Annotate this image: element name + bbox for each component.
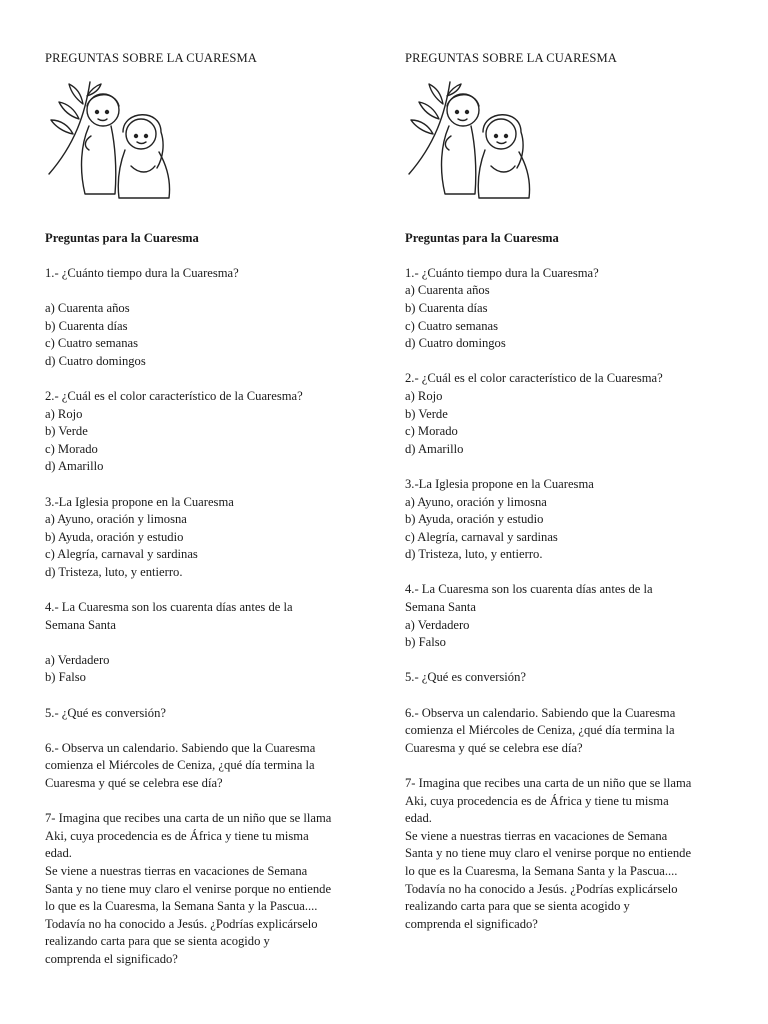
worksheet-title: PREGUNTAS SOBRE LA CUARESMA — [405, 51, 617, 65]
question-2: 2.- ¿Cuál es el color característico de la Cuaresma? — [405, 371, 663, 386]
question-2-option-c: c) Morado — [405, 424, 458, 439]
question-4-line-1: 4.- La Cuaresma son los cuarenta días antes de la — [45, 600, 293, 615]
question-2-option-b: b) Verde — [405, 406, 448, 421]
question-1-option-d: d) Cuatro domingos — [405, 336, 506, 351]
question-1-option-a: a) Cuarenta años — [45, 300, 130, 315]
question-1-option-c: c) Cuatro semanas — [45, 336, 139, 351]
question-7-line-7: Todavía no ha conocido a Jesús. ¿Podrías explicárselo — [405, 881, 678, 896]
question-4-option-a: a) Verdadero — [405, 617, 470, 632]
question-3: 3.-La Iglesia propone en la Cuaresma — [405, 476, 594, 491]
question-1: 1.- ¿Cuánto tiempo dura la Cuaresma? — [405, 265, 599, 280]
question-1-option-c: c) Cuatro semanas — [405, 318, 499, 333]
question-7-line-6: lo que es la Cuaresma, la Semana Santa y la Pascua.... — [45, 899, 318, 914]
question-1-option-b: b) Cuarenta días — [45, 318, 128, 333]
question-3-option-a: a) Ayuno, oración y limosna — [405, 494, 547, 509]
question-7-line-8: realizando carta para que se sienta acogido y — [405, 899, 630, 914]
question-4-line-1: 4.- La Cuaresma son los cuarenta días antes de la — [405, 582, 653, 597]
question-3: 3.-La Iglesia propone en la Cuaresma — [45, 494, 234, 509]
question-5: 5.- ¿Qué es conversión? — [405, 670, 526, 685]
question-7-line-5: Santa y no tiene muy claro el venirse porque no entiende — [45, 881, 332, 896]
worksheet-title: PREGUNTAS SOBRE LA CUARESMA — [45, 51, 257, 65]
question-3-option-c: c) Alegría, carnaval y sardinas — [405, 529, 558, 544]
worksheet-left — [45, 50, 375, 969]
section-heading: Preguntas para la Cuaresma — [405, 230, 559, 245]
question-3-option-a: a) Ayuno, oración y limosna — [45, 512, 187, 527]
question-3-option-d: d) Tristeza, luto, y entierro. — [45, 564, 183, 579]
question-2-option-a: a) Rojo — [405, 388, 443, 403]
question-4-option-b: b) Falso — [45, 670, 86, 685]
question-7-line-7: Todavía no ha conocido a Jesús. ¿Podrías explicárselo — [45, 916, 318, 931]
question-3-option-b: b) Ayuda, oración y estudio — [45, 529, 184, 544]
question-7-line-1: 7- Imagina que recibes una carta de un niño que se llama — [405, 776, 692, 790]
question-4-option-a: a) Verdadero — [45, 652, 110, 667]
question-6-line-3: Cuaresma y qué se celebra ese día? — [45, 776, 223, 790]
question-2: 2.- ¿Cuál es el color característico de la Cuaresma? — [45, 388, 303, 403]
question-4-line-2: Semana Santa — [405, 600, 476, 615]
question-2-option-d: d) Amarillo — [405, 441, 464, 456]
question-1-option-a: a) Cuarenta años — [405, 283, 490, 298]
question-1: 1.- ¿Cuánto tiempo dura la Cuaresma? — [45, 265, 239, 280]
question-6-line-1: 6.- Observa un calendario. Sabiendo que la Cuaresma — [45, 740, 316, 755]
question-6-line-1: 6.- Observa un calendario. Sabiendo que la Cuaresma — [405, 705, 676, 720]
question-3-option-d: d) Tristeza, luto, y entierro. — [405, 547, 543, 562]
children-palm-illustration — [405, 74, 545, 200]
question-7-line-3: edad. — [405, 811, 432, 826]
question-6-line-3: Cuaresma y qué se celebra ese día? — [405, 740, 583, 755]
children-palm-illustration — [45, 74, 185, 200]
question-7-line-2: Aki, cuya procedencia es de África y tiene tu misma — [405, 793, 669, 808]
question-4-option-b: b) Falso — [405, 635, 446, 650]
question-2-option-b: b) Verde — [45, 424, 88, 439]
question-3-option-c: c) Alegría, carnaval y sardinas — [45, 547, 198, 562]
question-7-line-2: Aki, cuya procedencia es de África y tiene tu misma — [45, 828, 309, 843]
question-2-option-d: d) Amarillo — [45, 459, 104, 474]
question-1-option-d: d) Cuatro domingos — [45, 353, 146, 368]
question-7-line-4: Se viene a nuestras tierras en vacaciones de Semana — [405, 828, 668, 843]
question-6-line-2: comienza el Miércoles de Ceniza, ¿qué día termina la — [405, 723, 675, 738]
question-2-option-c: c) Morado — [45, 441, 98, 456]
question-5: 5.- ¿Qué es conversión? — [45, 705, 166, 720]
question-7-line-4: Se viene a nuestras tierras en vacaciones de Semana — [45, 863, 308, 878]
question-7-line-9: comprenda el significado? — [45, 951, 178, 966]
question-3-option-b: b) Ayuda, oración y estudio — [405, 512, 544, 527]
question-7-line-5: Santa y no tiene muy claro el venirse porque no entiende — [405, 846, 692, 861]
question-7-line-9: comprenda el significado? — [405, 916, 538, 931]
question-7-line-8: realizando carta para que se sienta acogido y — [45, 934, 270, 949]
section-heading: Preguntas para la Cuaresma — [45, 230, 199, 245]
question-1-option-b: b) Cuarenta días — [405, 300, 488, 315]
question-7-line-6: lo que es la Cuaresma, la Semana Santa y la Pascua.... — [405, 863, 678, 878]
question-2-option-a: a) Rojo — [45, 406, 83, 421]
question-7-line-3: edad. — [45, 846, 72, 861]
question-6-line-2: comienza el Miércoles de Ceniza, ¿qué día termina la — [45, 758, 315, 773]
question-4-line-2: Semana Santa — [45, 617, 116, 632]
worksheet-right — [405, 50, 735, 933]
question-7-line-1: 7- Imagina que recibes una carta de un niño que se llama — [45, 811, 332, 826]
